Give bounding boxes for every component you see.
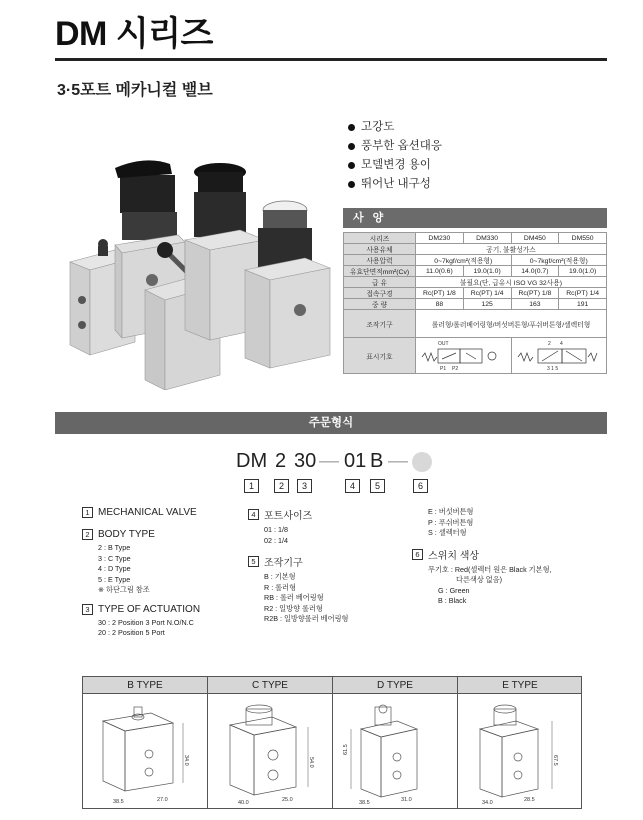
type-column-d [332,677,457,808]
svg-text:34.0: 34.0 [183,755,189,766]
svg-text:P2: P2 [452,365,459,371]
code-series: DM [236,450,268,472]
legend-item: G : Green [438,585,470,595]
page-title: DM 시리즈 [55,15,213,53]
legend-item: ※ 하단그림 참조 [98,585,150,594]
legend-item: 30 : 2 Position 3 Port N.O/N.C [98,617,194,627]
type-label: B TYPE [127,680,163,691]
code-actuator: B [370,450,384,472]
legend-item: B : Black [438,596,467,605]
legend-item: S : 셀렉터형 [428,528,467,537]
code-box-5: 5 [370,479,385,493]
svg-text:OUT: OUT [438,340,449,347]
product-photo [60,150,345,390]
legend-item: 무기호 : Red(셀렉터 원은 Black 기본형, [428,564,552,574]
order-section-header: 주문형식 [55,412,607,434]
legend-mechanical-valve: 1 MECHANICAL VALVE [82,507,200,518]
svg-text:38.5: 38.5 [359,800,370,805]
legend-item: RB : 롤러 베어링형 [264,593,324,602]
svg-text:3 1 5: 3 1 5 [546,365,558,371]
legend-item: 20 : 2 Position 5 Port [98,628,165,637]
spec-row-lubrication: 급 유 불필요(단, 급유시 ISO VG 32사용) [344,277,607,288]
legend-item: R2B : 일방향롤러 베어링형 [264,614,349,623]
code-color-option [412,452,432,472]
e-type-drawing [466,699,574,805]
legend-item: 2 : B Type [98,543,131,552]
legend-item: E : 버섯버튼형 [428,507,474,516]
code-box-2: 2 [274,479,289,493]
body-type-table [82,676,582,809]
valve-symbol-3port-icon [418,339,508,371]
svg-text:4: 4 [559,340,563,347]
type-column-c [207,677,332,808]
spec-row-series: 시리즈 DM230 DM330 DM450 DM550 [344,233,607,244]
feature-item: 고강도 [348,118,442,137]
code-dash: — [388,450,408,472]
type-label: D TYPE [377,680,413,691]
feature-item: 풍부한 옵션대응 [348,137,442,156]
legend-item: 3 : C Type [98,553,131,563]
code-box-3: 3 [297,479,312,493]
spec-row-area: 유효단면적mm²(Cv) 11.0(0.6) 19.0(1.0) 14.0(0.7) 19.0(1.0) [344,266,607,277]
bullet-icon [348,143,355,150]
legend-item: B : 기본형 [264,572,296,581]
spec-row-port: 접속구경 Rc(PT) 1/8 Rc(PT) 1/4 Rc(PT) 1/8 Rc(PT) 1/4 [344,288,607,299]
bullet-icon [348,162,355,169]
legend-switch-color: 6 스위치 색상 [412,547,552,562]
legend-actuation: 3 TYPE OF ACTUATION [82,604,200,615]
bullet-icon [348,124,355,131]
legend-item: R : 롤러형 [264,582,297,592]
svg-text:P1: P1 [440,365,447,371]
symbol-3port [416,338,512,374]
spec-row-symbol: 표시기호 OUT P1 P2 2 4 3 1 5 [344,338,607,374]
legend-item: 다른색상 없음) [456,575,503,584]
svg-text:67.5: 67.5 [552,755,558,766]
legend-column-3 [412,507,552,607]
bullet-icon [348,181,355,188]
legend-column-1 [82,507,200,639]
d-type-drawing [341,699,449,805]
svg-text:25.0: 25.0 [282,797,293,803]
legend-item: 01 : 1/8 [264,525,288,534]
svg-text:61.5: 61.5 [343,744,349,755]
type-column-e [457,677,582,808]
spec-row-fluid: 사용유체 공기, 불활성가스 [344,244,607,255]
legend-item: 02 : 1/4 [264,535,288,545]
legend-body-type: 2 BODY TYPE [82,529,200,540]
spec-section-header: 사 양 [343,208,607,228]
svg-text:40.0: 40.0 [238,800,249,805]
code-box-6: 6 [413,479,428,493]
legend-item: 5 : E Type [98,574,131,584]
code-actuation: 30 [294,450,317,472]
c-type-drawing [216,699,324,805]
code-dash: — [319,450,339,472]
feature-item: 뛰어난 내구성 [348,175,442,194]
svg-text:54.0: 54.0 [308,757,314,768]
legend-port-size: 4 포트사이즈 [248,507,348,522]
feature-list [348,118,442,194]
legend-item: 4 : D Type [98,564,131,573]
code-port: 01 [344,450,367,472]
svg-text:27.0: 27.0 [157,797,168,803]
svg-text:34.0: 34.0 [482,800,493,805]
legend-actuator: 5 조작기구 [248,554,348,569]
page-subtitle: 3·5포트 메카니컬 밸브 [57,82,213,99]
code-box-4: 4 [345,479,360,493]
legend-item: R2 : 일방향 롤러형 [264,603,323,613]
spec-row-actuator: 조작기구 롤러형/롤러베어링형/버섯버튼형/푸쉬버튼형/셀렉터형 [344,310,607,338]
svg-text:28.5: 28.5 [524,797,535,803]
feature-item: 모델변경 용이 [348,156,442,175]
type-label: E TYPE [502,680,538,691]
spec-table [343,232,607,374]
code-box-1: 1 [244,479,259,493]
type-column-b [83,677,207,808]
svg-text:31.0: 31.0 [401,797,412,803]
type-label: C TYPE [252,680,288,691]
b-type-drawing [91,699,199,805]
push-button-valve-image [245,201,330,368]
legend-item: P : 푸쉬버튼형 [428,517,474,527]
spec-row-weight: 중 량 88 125 163 191 [344,299,607,310]
symbol-5port [511,338,607,374]
svg-text:2: 2 [547,340,551,347]
valve-symbol-5port-icon [514,339,604,371]
svg-text:38.5: 38.5 [113,799,124,805]
legend-column-2 [248,507,348,625]
code-body: 2 [275,450,287,472]
spec-row-pressure: 사용압력 0~7kgf/cm²(적용형) 0~7kgf/cm²(적용형) [344,255,607,266]
title-rule [55,58,607,61]
